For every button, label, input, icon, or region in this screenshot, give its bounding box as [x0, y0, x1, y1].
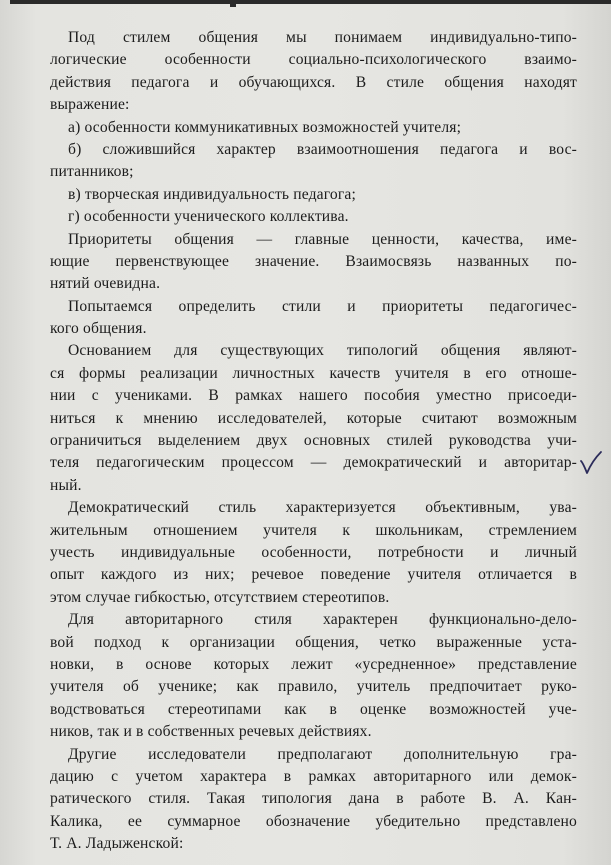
text-line: опыт каждого из них; речевое поведение учителя отличается в — [50, 566, 577, 584]
paragraph — [50, 206, 577, 228]
text-line: Для авторитарного стиля характерен функционально-дело- — [68, 611, 577, 629]
text-line: учителя об ученике; как правило, учитель предпочитает руко- — [50, 678, 577, 696]
text-line: Т. А. Ладыженской: — [50, 835, 184, 853]
paragraph — [50, 117, 577, 139]
text-line: ный. — [50, 476, 82, 494]
text-line: ся формы реализации личностных качеств учителя в его отноше- — [50, 364, 577, 382]
text-line: жительным отношением учителя к школьникам, стремлением — [50, 521, 577, 539]
text-line: ратического стиля. Такая типология дана в работе В. А. Кан- — [50, 790, 577, 808]
top-border-notch — [230, 0, 236, 7]
text-line: б) сложившийся характер взаимоотношения педагога и вос- — [68, 140, 577, 158]
text-line: Калика, ее суммарное обозначение убедительно представлено — [50, 812, 577, 830]
text-line: Под стилем общения мы понимаем индивидуально-типо- — [68, 29, 577, 46]
paragraph — [50, 229, 577, 296]
paragraph — [50, 609, 577, 743]
text-line: а) особенности коммуникативных возможностей учителя; — [68, 118, 462, 136]
paragraph — [50, 184, 577, 206]
text-line: вой подход к организации общения, четко выраженные уста- — [50, 633, 577, 651]
paragraph — [50, 139, 577, 184]
text-line: действия педагога и обучающихся. В стиле общения находят — [50, 73, 577, 91]
text-line: Основанием для существующих типологий общения являют- — [68, 342, 577, 360]
text-line: г) особенности ученического коллектива. — [68, 208, 349, 226]
paragraph — [50, 340, 577, 497]
text-line: в) творческая индивидуальность педагога; — [68, 185, 356, 203]
top-border-rule — [10, 0, 611, 4]
checkmark-icon — [578, 449, 604, 479]
text-line: ющие первенствующее значение. Взаимосвязь названных по- — [50, 252, 577, 270]
text-line: выражение: — [50, 96, 130, 114]
text-line: ниться к мнению исследователей, которые считают возможным — [50, 409, 577, 427]
text-line: теля педагогическим процессом — демократический и авторитар- — [50, 454, 577, 472]
paragraph — [50, 296, 577, 341]
text-line: ограничиться выделением двух основных стилей руководства учи- — [50, 432, 577, 450]
body-text — [50, 27, 577, 855]
text-line: дацию с учетом характера в рамках авторитарного или демок- — [50, 767, 577, 785]
text-line: ников, так и в собственных речевых действиях. — [50, 723, 372, 741]
text-line: учесть индивидуальные особенности, потребности и личный — [50, 543, 577, 561]
paragraph — [50, 27, 577, 117]
text-line: кого общения. — [50, 320, 147, 338]
text-line: Другие исследователи предполагают дополнительную гра- — [68, 745, 577, 763]
text-line: нятий очевидна. — [50, 275, 161, 293]
text-line: нии с учениками. В рамках нашего пособия уместно присоеди- — [50, 387, 577, 405]
text-line: Приоритеты общения — главные ценности, качества, име- — [68, 230, 577, 248]
text-line: водствоваться стереотипами как в оценке возможностей уче- — [50, 700, 577, 718]
text-line: Демократический стиль характеризуется объективным, ува- — [68, 499, 577, 517]
paragraph — [50, 744, 577, 856]
text-line: Попытаемся определить стили и приоритеты педагогичес- — [68, 297, 577, 315]
text-line: этом случае гибкостью, отсутствием стереотипов. — [50, 588, 390, 606]
paragraph — [50, 497, 577, 609]
text-line: питанников; — [50, 163, 134, 181]
text-line: новки, в основе которых лежит «усредненное» представление — [50, 655, 577, 673]
text-line: логические особенности социально-психологического взаимо- — [50, 51, 577, 69]
